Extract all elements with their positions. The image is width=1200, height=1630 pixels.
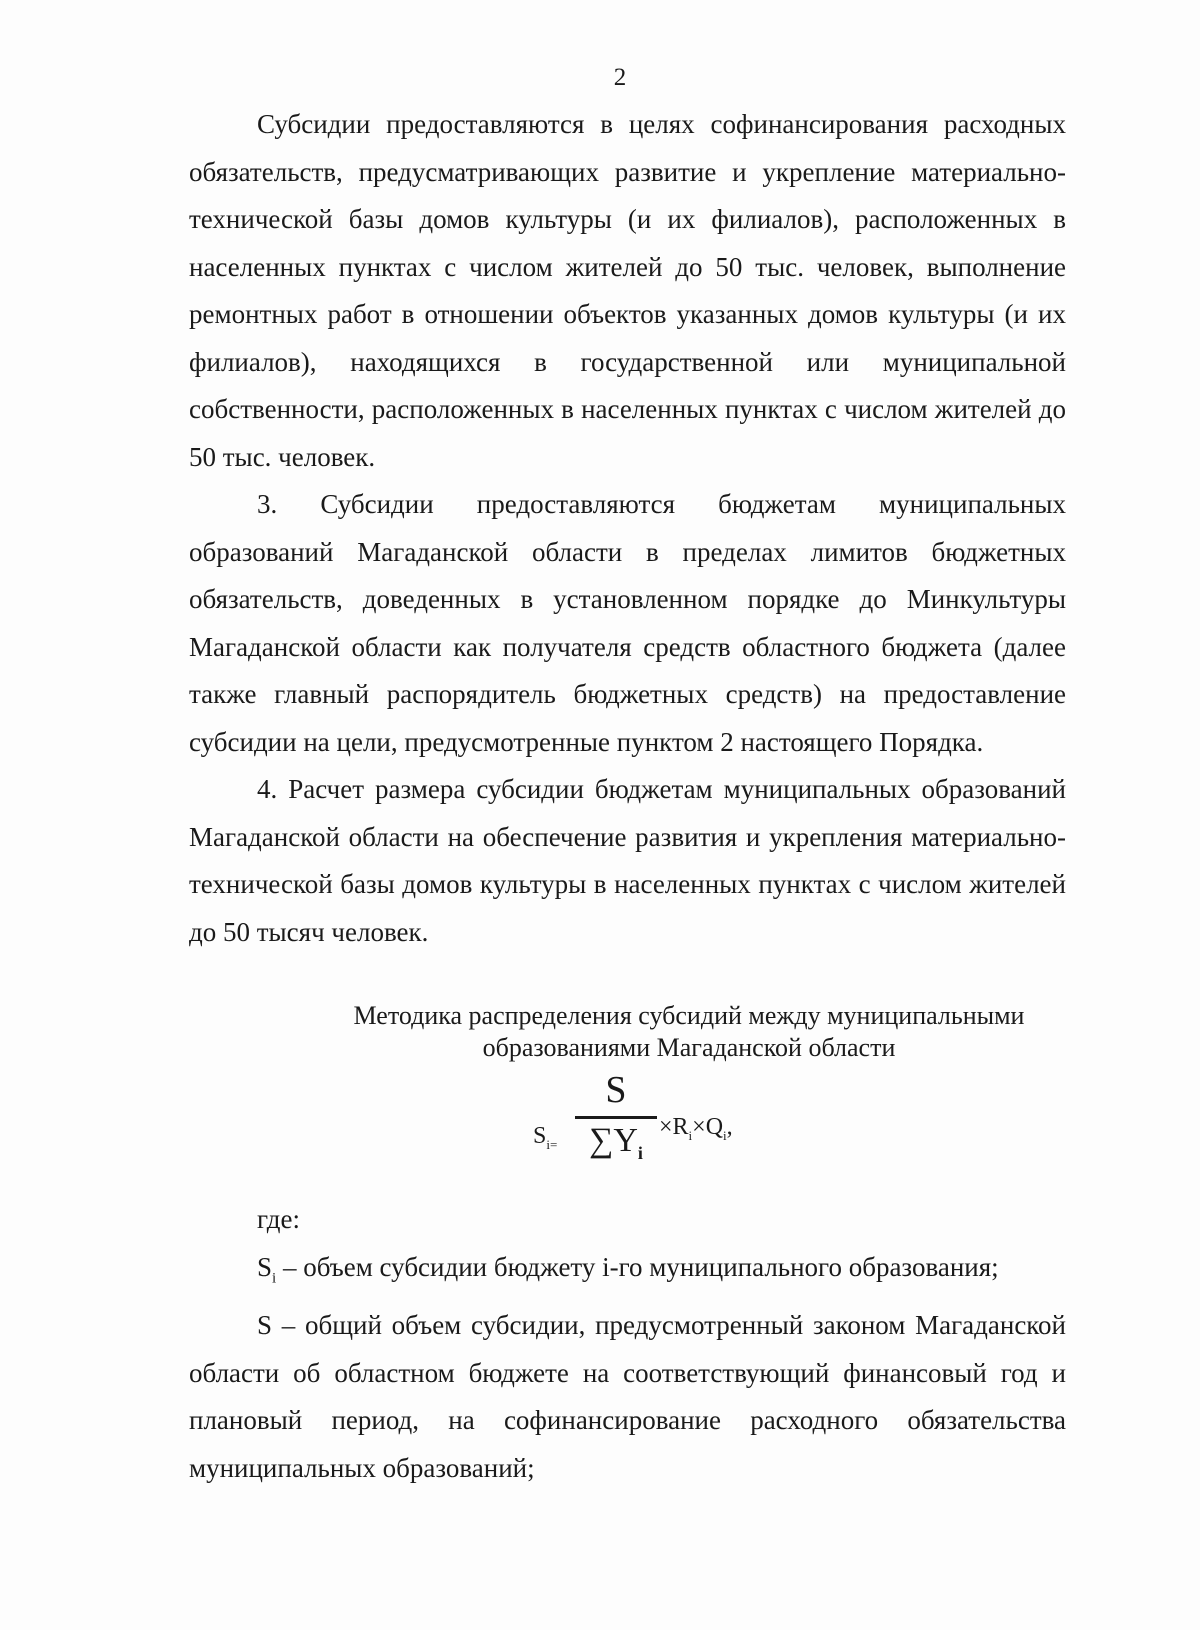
formula-denominator: $\sum Y_i$ bbox=[589, 1122, 643, 1163]
distribution-formula bbox=[533, 1068, 773, 1178]
fraction-bar bbox=[575, 1116, 657, 1119]
formula-lhs: $S_{i=}$ bbox=[533, 1123, 558, 1152]
document-body bbox=[189, 101, 1066, 1492]
paragraph-4: 4. Расчет размера субсидии бюджетам муниципальных образований Магаданской области на обеспечение развития и укрепления материально-технической базы домов культуры в населенных пунктах с числом жителей до 50 тысяч человек. bbox=[189, 774, 1066, 947]
paragraph-3: 3. Субсидии предоставляются бюджетам муниципальных образований Магаданской области в пределах лимитов бюджетных обязательств, доведенных в установленном порядке до Минкультуры Магаданской области как получателя средств областного бюджета (далее также главный распорядитель бюджетных средств) на предоставление субсидии на цели, предусмотренные пунктом 2 настоящего Порядка. bbox=[189, 489, 1066, 757]
page-number: 2 bbox=[613, 64, 627, 91]
definition-si: $S_i$ – объем субсидии бюджету i-го муниципального образования; bbox=[257, 1251, 999, 1286]
paragraph-purpose: Субсидии предоставляются в целях софинансирования расходных обязательств, предусматривающих развитие и укрепление материально-технической базы домов культуры (и их филиалов), расположенных в населенных пунктах с числом жителей до 50 тыс. человек, выполнение ремонтных работ в отношении объектов указанных домов культуры (и их филиалов), находящихся в государственной или муниципальной собственности, расположенных в населенных пунктах с числом жителей до 50 тыс. человек. bbox=[189, 109, 1066, 472]
heading-line-1: Методика распределения субсидий между муниципальными bbox=[353, 1001, 1025, 1030]
definition-s: S – общий объем субсидии, предусмотренный законом Магаданской области об областном бюджете на соответствующий финансовый год и плановый период, на софинансирование расходного обязательства муниципальных образований; bbox=[189, 1310, 1066, 1483]
heading-line-2: образованиями Магаданской области bbox=[482, 1033, 896, 1062]
formula-numerator: S bbox=[605, 1069, 627, 1111]
methodology-heading bbox=[189, 1000, 1069, 1064]
formula-fraction bbox=[575, 1068, 657, 1173]
formula-rhs: $\times R_i\times Q_i$, bbox=[659, 1114, 733, 1143]
where-label: где: bbox=[257, 1204, 300, 1234]
